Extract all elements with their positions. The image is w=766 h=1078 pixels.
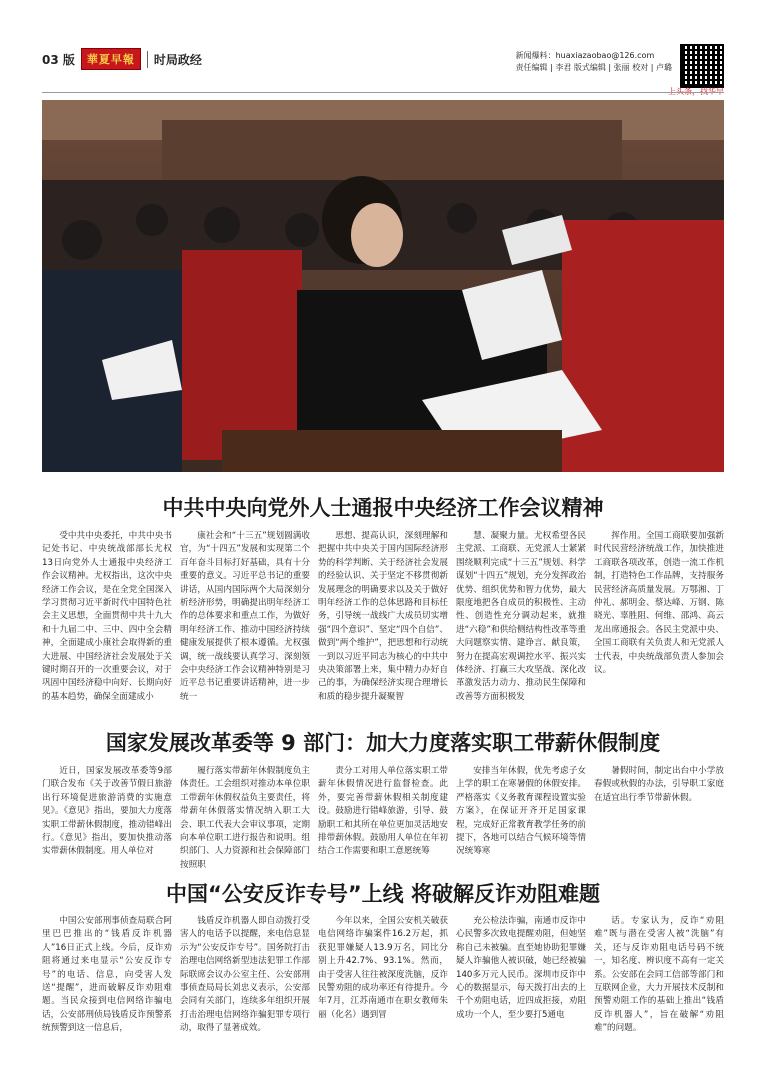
article-1-col-3: 思想、提高认识，深刻理解和把握中共中央关于国内国际经济形势的科学判断、关于经济社会发展的经验认识、关于坚定不移贯彻新发展理念的明确要求以及关于做好明年经济工作的总体思路和目标任务，引导统一战线广大成员切实增强“四个意识”、坚定“四个自信”、做到“两个维护”，把思想和行动统一到以习近平同志为核心的中共中央决策部署上来，集中精力办好自己的事，为确保经济实现合理增长和质的稳步提升凝聚智 [318, 531, 448, 702]
page-number: 03 版 [42, 52, 75, 67]
hotline-email: huaxiazaobao@126.com [555, 51, 655, 60]
article-3-col-4: 充公检法诈骗，南通市反诈中心民警多次致电提醒劝阻，但她坚称自己未被骗。直至她协助犯罪嫌疑人诈骗他人被识破，她已经被骗140多万元人民币。深圳市反诈中心的数据显示，每天拨打出去的上千个劝阻电话，近四成拒接，劝阻成功一个人，至少要打5通电 [456, 916, 586, 1020]
article-1-body [42, 530, 724, 720]
page-header [42, 42, 724, 92]
article-2-col-4: 安排当年休假，优先考虑子女上学的职工在寒暑假的休假安排。严格落实《义务教育课程设置实验方案》，在保证开齐开足国家课程，完成好正常教育教学任务的前提下，各地可以结合气候环境等情况统筹寒 [456, 766, 586, 857]
article-2-col-5: 暑假时间，制定出台中小学放春假或秋假的办法，引导职工家庭在适宜出行季节带薪休假。 [594, 766, 724, 803]
article-2-col-2: 履行落实带薪年休假制度负主体责任。工会组织对推动本单位职工带薪年休假权益负主要责任，将带薪年休假落实情况纳入职工大会、职工代表大会审议事项，定期向本单位职工进行报告和说明。组织部门、人力资源和社会保障部门按照职 [180, 766, 310, 870]
editor-credits: 责任编辑 | 李君 版式编辑 | 张丽 校对 | 卢璐 [515, 63, 672, 72]
article-1-col-5: 挥作用。全国工商联要加强新时代民营经济统战工作，加快推进工商联各项改革，创造一流工作机制，打造特色工作品牌，支持服务民营经济高质量发展。万鄂湘、丁仲礼、郝明金、蔡达峰、万钢、陈晓光、辜胜阻、何维、邵鸿、高云龙出席通报会。各民主党派中央、全国工商联有关负责人和无党派人士代表，中央统战部负责人参加会议。 [594, 531, 724, 676]
article-2-body [42, 765, 724, 875]
headline-2: 国家发展改革委等 9 部门：加大力度落实职工带薪休假制度 [105, 731, 661, 755]
article-3-body [42, 915, 724, 1065]
article-3-col-2: 钱盾反诈机器人即自动拨打受害人的电话予以提醒，来电信息显示为“公安反诈专号”。国务院打击治理电信网络新型违法犯罪工作部际联席会议办公室主任、公安部刑事侦查局局长刘忠义表示，公安部会同有关部门，连续多年组织开展打击治理电信网络诈骗犯罪专项行动，取得了显著成效。 [180, 916, 310, 1034]
article-3-col-3: 今年以来，全国公安机关破获电信网络诈骗案件16.2万起，抓获犯罪嫌疑人13.9万名，同比分别上升42.7%、93.1%。然而，由于受害人往往被深度洗脑，反诈民警劝阻的成功率还有待提升。今年7月，江苏南通市在职女教师朱丽（化名）遇到冒 [318, 916, 448, 1020]
headline-3: 中国“公安反诈专号”上线 将破解反诈劝阻难题 [166, 882, 600, 906]
section-name: 时局政经 [147, 51, 202, 68]
meeting-photo-illustration [42, 100, 724, 472]
article-3-col-5: 话。专家认为，反诈“劝阻难”既与潜在受害人被“洗脑”有关，还与反诈劝阻电话号码不统一，知名度、辨识度不高有一定关系。公安部在会同工信部等部门和互联网企业，大力开展技术反制和预警劝阻工作的基础上推出“钱盾反诈机器人”，旨在破解“劝阻难”的问题。 [594, 916, 724, 1034]
article-1-col-2: 康社会和“十三五”规划圆满收官，为“十四五”发展和实现第二个百年奋斗目标打好基础，具有十分重要的意义。习近平总书记的重要讲话，从国内国际两个大局深刻分析经济形势，明确提出明年经济工作的总体要求和重点工作，为做好明年经济工作、推动中国经济持续健康发展提供了根本遵循。尤权强调，统一战线要认真学习、深刻领会中央经济工作会议精神特别是习近平总书记重要讲话精神，进一步统一 [180, 531, 310, 702]
article-1-col-4: 慧、凝聚力量。尤权希望各民主党派、工商联、无党派人士紧紧围绕顺利完成“十三五”规划、科学谋划“十四五”规划，充分发挥政治优势、组织优势和智力优势，最大限度地把各自成员的积极性、主动性、创造性充分调动起来，就推进“六稳”和供给侧结构性改革等重大问题察实情、建诤言、献良策，努力在提高宏观调控水平、振兴实体经济、打赢三大攻坚战、深化改革激发活力动力、推动民生保障和改善等方面积极发 [456, 531, 586, 702]
article-1-col-1: 受中共中央委托，中共中央书记处书记、中央统战部部长尤权13日向党外人士通报中央经济工作会议精神。尤权指出，这次中央经济工作会议，是在全党全国深入学习贯彻习近平新时代中国特色社会主义思想，全面贯彻中共十九大和十九届二中、三中、四中全会精神，全面建成小康社会取得新的重大进展、中国经济社会发展处于关键时期召开的一次重要会议，对于巩固中国经济稳中向好、长期向好的基本趋势，确保全面建成小 [42, 531, 172, 702]
article-2-col-1: 近日，国家发展改革委等9部门联合发布《关于改善节假日旅游出行环境促进旅游消费的实施意见》。《意见》指出，要加大力度落实职工带薪休假制度，推动错峰出行。《意见》指出，要加快推动落实带薪休假制度。用人单位对 [42, 766, 172, 857]
article-3-col-1: 中国公安部刑事侦查局联合阿里巴巴推出的“钱盾反诈机器人”16日正式上线。今后，反诈劝阻将通过来电显示“公安反诈专号”的电话、信息，向受害人发送“提醒”，进而破解反诈劝阻难题。当民众接到电信网络诈骗电话，公安部刑侦局钱盾反诈预警系统预警到这一信息后， [42, 916, 172, 1034]
article-2-col-3: 责分工对用人单位落实职工带薪年休假情况进行监督检查。此外，要完善带薪休假相关制度建设。鼓励进行错峰旅游，引导、鼓励职工和其所在单位更加灵活地安排带薪休假。鼓励用人单位在年初结合工作需要和职工意愿统筹 [318, 766, 448, 857]
masthead-info [516, 50, 672, 74]
newspaper-logo: 華夏早報 [81, 48, 141, 70]
qr-code-icon [680, 44, 724, 88]
headline-1: 中共中央向党外人士通报中央经济工作会议精神 [162, 496, 604, 520]
header-rule [42, 92, 724, 93]
meeting-photo [42, 100, 724, 472]
hotline-label: 新闻爆料： [515, 51, 556, 60]
